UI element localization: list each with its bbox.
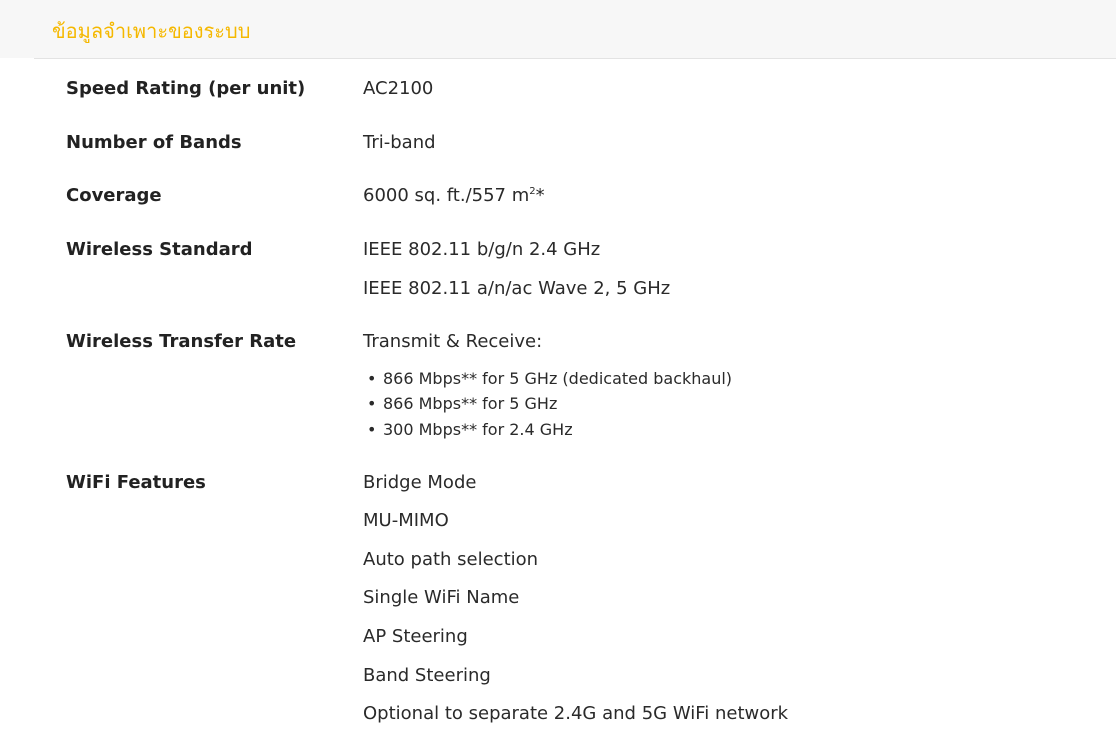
spec-value-coverage — [363, 184, 545, 208]
spec-value-speed-rating: AC2100 — [363, 78, 434, 99]
coverage-superscript: 2 — [529, 186, 536, 197]
coverage-main: 6000 sq. ft./557 m — [363, 185, 530, 206]
list-item-text: 300 Mbps** for 2.4 GHz — [383, 420, 573, 439]
spec-label-number-of-bands: Number of Bands — [66, 132, 242, 153]
spec-value-transfer-intro: Transmit & Receive: — [363, 331, 543, 352]
list-item — [367, 368, 732, 390]
spec-label-coverage: Coverage — [66, 185, 162, 206]
spec-value-wifi-feature: Band Steering — [363, 665, 491, 686]
spec-label-wifi-features: WiFi Features — [66, 472, 206, 493]
spec-value-wifi-feature: Auto path selection — [363, 549, 539, 570]
bullet-icon: • — [367, 394, 377, 413]
list-item-text: 866 Mbps** for 5 GHz (dedicated backhaul) — [383, 369, 733, 388]
bullet-icon: • — [367, 420, 377, 439]
spec-value-wifi-feature: AP Steering — [363, 626, 468, 647]
spec-label-wireless-standard: Wireless Standard — [66, 239, 253, 260]
spec-value-wifi-feature: Optional to separate 2.4G and 5G WiFi network — [363, 703, 789, 724]
list-item-text: 866 Mbps** for 5 GHz — [383, 394, 558, 413]
spec-value-wifi-feature: Bridge Mode — [363, 472, 477, 493]
spec-label-speed-rating: Speed Rating (per unit) — [66, 78, 306, 99]
spec-value-wireless-standard-2: IEEE 802.11 a/n/ac Wave 2, 5 GHz — [363, 278, 671, 299]
spec-value-number-of-bands: Tri-band — [363, 132, 436, 153]
spec-label-wireless-transfer-rate: Wireless Transfer Rate — [66, 331, 297, 352]
coverage-suffix: * — [535, 185, 545, 206]
list-item — [367, 419, 573, 441]
bullet-icon: • — [367, 369, 377, 388]
list-item — [367, 393, 557, 415]
spec-value-wireless-standard-1: IEEE 802.11 b/g/n 2.4 GHz — [363, 239, 601, 260]
spec-value-wifi-feature: MU-MIMO — [363, 510, 449, 531]
spec-value-wifi-feature: Single WiFi Name — [363, 587, 520, 608]
section-title: ข้อมูลจำเพาะของระบบ — [52, 19, 251, 43]
